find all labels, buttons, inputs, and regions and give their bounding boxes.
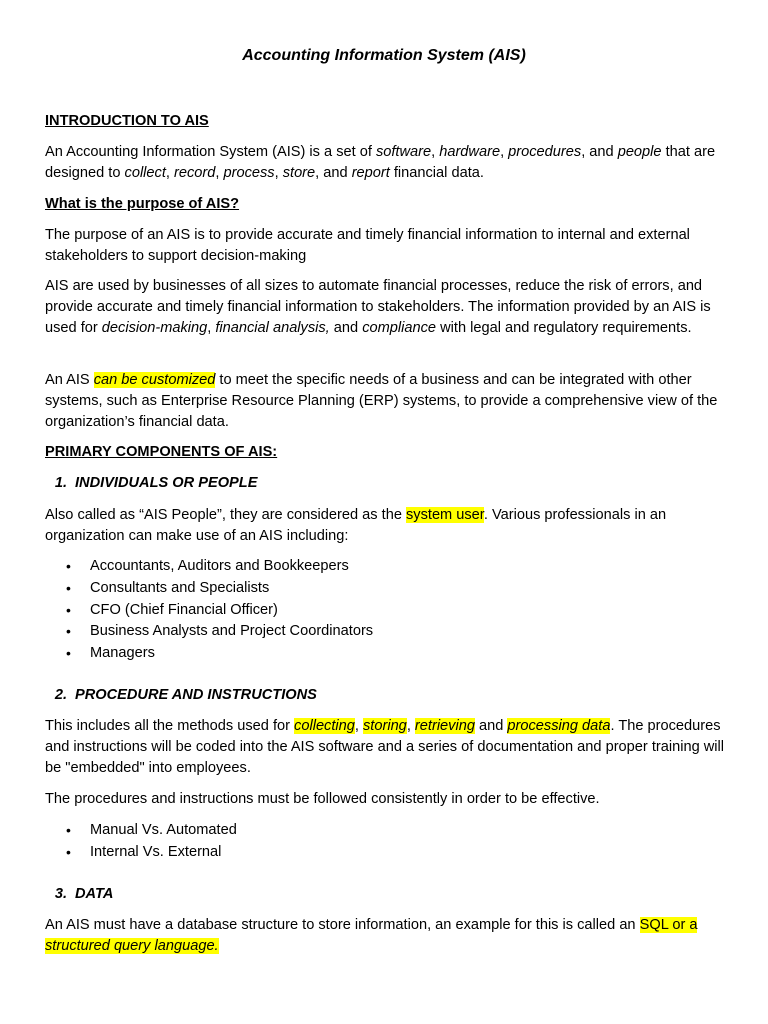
text-span: An Accounting Information System (AIS) is a set of — [45, 144, 376, 160]
section-number: 3. — [54, 886, 67, 902]
text-span: and — [474, 718, 508, 734]
section-3-paragraph — [45, 915, 725, 957]
section-2-paragraph-1 — [45, 716, 725, 779]
components-heading: PRIMARY COMPONENTS OF AIS: — [45, 444, 278, 460]
term-store: store — [282, 165, 316, 181]
purpose-paragraph-3 — [45, 370, 725, 433]
text-span: An AIS — [45, 372, 94, 388]
term-report: report — [351, 165, 390, 181]
text-span: An AIS must have a database structure to store information, an example for this is called an — [45, 917, 640, 933]
list-item: • CFO (Chief Financial Officer) — [45, 600, 725, 622]
term-procedures: procedures — [508, 144, 582, 160]
list-item: • Managers — [45, 643, 725, 665]
section-number: 1. — [54, 475, 67, 491]
text-span: with legal and regulatory requirements. — [436, 320, 692, 336]
text-span: , — [354, 718, 363, 734]
text-span: This includes all the methods used for — [45, 718, 295, 734]
term-decision-making: decision-making — [101, 320, 208, 336]
text-span: , — [406, 718, 415, 734]
text-span: Also called as “AIS People”, they are considered as the — [45, 507, 406, 523]
term-hardware: hardware — [439, 144, 501, 160]
people-list — [45, 556, 725, 665]
text-span: AIS are used by businesses of all sizes to automate financial processes, reduce the risk of errors, and provide accurate and timely financial information to stakeholders. The information provided by an AIS is used for — [45, 278, 711, 336]
highlight-processing-data: processing data — [507, 718, 611, 734]
text-span: , — [207, 320, 216, 336]
list-item: • Accountants, Auditors and Bookkeepers — [45, 556, 725, 578]
section-number: 2. — [54, 687, 67, 703]
text-span: . Various professionals in an organization can make use of an AIS including: — [45, 507, 667, 544]
text-span: financial data. — [389, 165, 484, 181]
term-people: people — [617, 144, 662, 160]
text-span: that are designed to — [45, 144, 716, 181]
section-title: INDIVIDUALS OR PEOPLE — [75, 475, 258, 491]
section-2-heading — [45, 685, 725, 706]
procedure-list — [45, 820, 725, 864]
text-span: , — [215, 165, 224, 181]
section-title: DATA — [75, 886, 114, 902]
term-collect: collect — [124, 165, 166, 181]
list-item: • Business Analysts and Project Coordinators — [45, 621, 725, 643]
highlight-can-be-customized: can be customized — [93, 372, 216, 388]
highlight-retrieving: retrieving — [414, 718, 475, 734]
text-span: , and — [315, 165, 352, 181]
highlight-sql: SQL or a — [639, 917, 698, 933]
text-span: , and — [581, 144, 618, 160]
term-software: software — [375, 144, 432, 160]
list-item: • Internal Vs. External — [45, 842, 725, 864]
section-1-heading — [45, 473, 725, 494]
purpose-heading: What is the purpose of AIS? — [45, 196, 240, 212]
highlight-storing: storing — [363, 718, 407, 734]
section-3-heading — [45, 884, 725, 905]
document-title: Accounting Information System (AIS) — [242, 47, 526, 64]
text-span: , — [500, 144, 509, 160]
text-span: to meet the specific needs of a business and can be integrated with other systems, such as Enterprise Resource Planning (ERP) systems, to provide a comprehensive view of the organization’s financial data. — [45, 372, 718, 430]
highlight-structured-query-language: structured query language. — [45, 938, 219, 954]
list-item: • Manual Vs. Automated — [45, 820, 725, 842]
text-span: and — [329, 320, 363, 336]
highlight-collecting: collecting — [294, 718, 355, 734]
term-financial-analysis: financial analysis, — [215, 320, 330, 336]
section-2-paragraph-2: The procedures and instructions must be followed consistently in order to be effective. — [45, 791, 600, 807]
intro-paragraph — [45, 142, 725, 184]
term-compliance: compliance — [362, 320, 437, 336]
term-record: record — [174, 165, 216, 181]
purpose-paragraph-2 — [45, 276, 725, 339]
purpose-paragraph-1: The purpose of an AIS is to provide accurate and timely financial information to internal and external stakeholders to support decision-making — [45, 227, 690, 264]
text-span: , — [165, 165, 175, 181]
text-span: , — [431, 144, 440, 160]
text-span: . The procedures and instructions will be coded into the AIS software and a series of documentation and proper training will be "embedded" into employees. — [45, 718, 725, 776]
text-span: , — [274, 165, 283, 181]
intro-heading: INTRODUCTION TO AIS — [45, 113, 209, 129]
highlight-system-user: system user — [406, 507, 484, 523]
list-item: • Consultants and Specialists — [45, 578, 725, 600]
term-process: process — [223, 165, 275, 181]
section-1-paragraph — [45, 505, 725, 547]
section-title: PROCEDURE AND INSTRUCTIONS — [75, 687, 317, 703]
